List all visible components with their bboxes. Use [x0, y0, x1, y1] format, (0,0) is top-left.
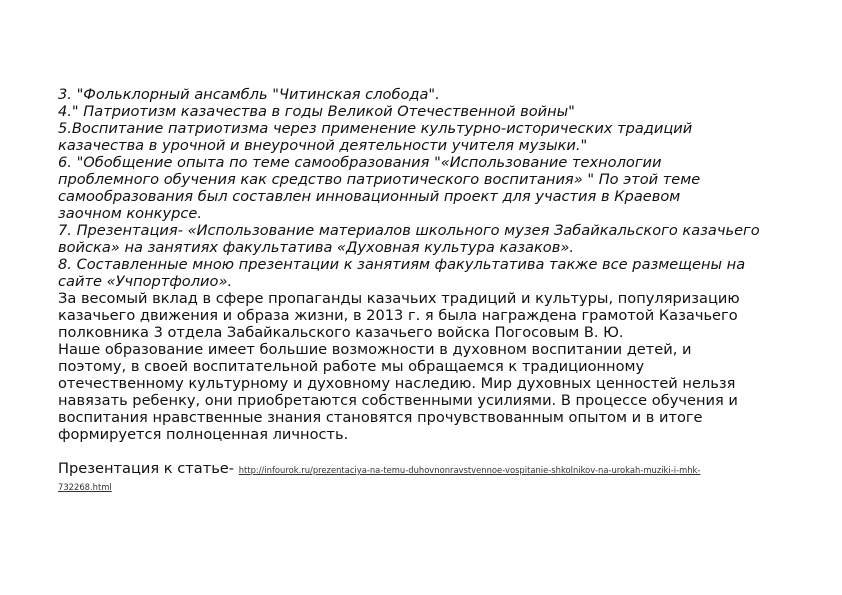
presentation-label: Презентация к статье-	[58, 460, 239, 477]
text-line: отечественному культурному и духовному наследию. Мир духовных ценностей нельзя	[58, 375, 736, 392]
text-line: формируется полноценная личность.	[58, 426, 349, 443]
text-line: сайте «Учпортфолио».	[58, 273, 233, 290]
text-line: войска» на занятиях факультатива «Духовная культура казаков».	[58, 239, 574, 256]
text-line: 4." Патриотизм казачества в годы Великой Отечественной войны"	[58, 103, 575, 120]
text-line: казачьего движения и образа жизни, в 2013 г. я была награждена грамотой Казачьего	[58, 307, 738, 324]
presentation-row	[58, 460, 788, 479]
text-line: воспитания нравственные знания становятся прочувствованным опытом и в итоге	[58, 409, 703, 426]
text-line: 8. Составленные мною презентации к занятиям факультатива также все размещены на	[58, 256, 746, 273]
text-line: За весомый вклад в сфере пропаганды казачьих традиций и культуры, популяризацию	[58, 290, 740, 307]
paragraph-gap	[58, 443, 788, 460]
document-body	[58, 86, 788, 495]
presentation-link-continuation[interactable]: 732268.html	[58, 482, 112, 492]
presentation-link[interactable]: http://infourok.ru/prezentaciya-na-temu-duhovnonravstvennoe-vospitanie-shkolnikov-na-urokah-muziki-i-mhk-	[238, 465, 701, 475]
text-line: 5.Воспитание патриотизма через применение культурно-исторических традиций	[58, 120, 693, 137]
text-line: навязать ребенку, они приобретаются собственными усилиями. В процессе обучения и	[58, 392, 738, 409]
text-line: 7. Презентация- «Использование материалов школьного музея Забайкальского казачьего	[58, 222, 760, 239]
text-line: 6. "Обобщение опыта по теме самообразования "«Использование технологии	[58, 154, 662, 171]
text-line: поэтому, в своей воспитательной работе мы обращаемся к традиционному	[58, 358, 645, 375]
text-line: полковника 3 отдела Забайкальского казачьего войска Погосовым В. Ю.	[58, 324, 624, 341]
text-line: Наше образование имеет большие возможности в духовном воспитании детей, и	[58, 341, 692, 358]
text-line: 3. "Фольклорный ансамбль "Читинская слобода".	[58, 86, 440, 103]
text-line: казачества в урочной и внеурочной деятельности учителя музыки."	[58, 137, 588, 154]
text-line: заочном конкурсе.	[58, 205, 203, 222]
text-line: проблемного обучения как средство патриотического воспитания» " По этой теме	[58, 171, 701, 188]
text-line: самообразования был составлен инновационный проект для участия в Краевом	[58, 188, 681, 205]
